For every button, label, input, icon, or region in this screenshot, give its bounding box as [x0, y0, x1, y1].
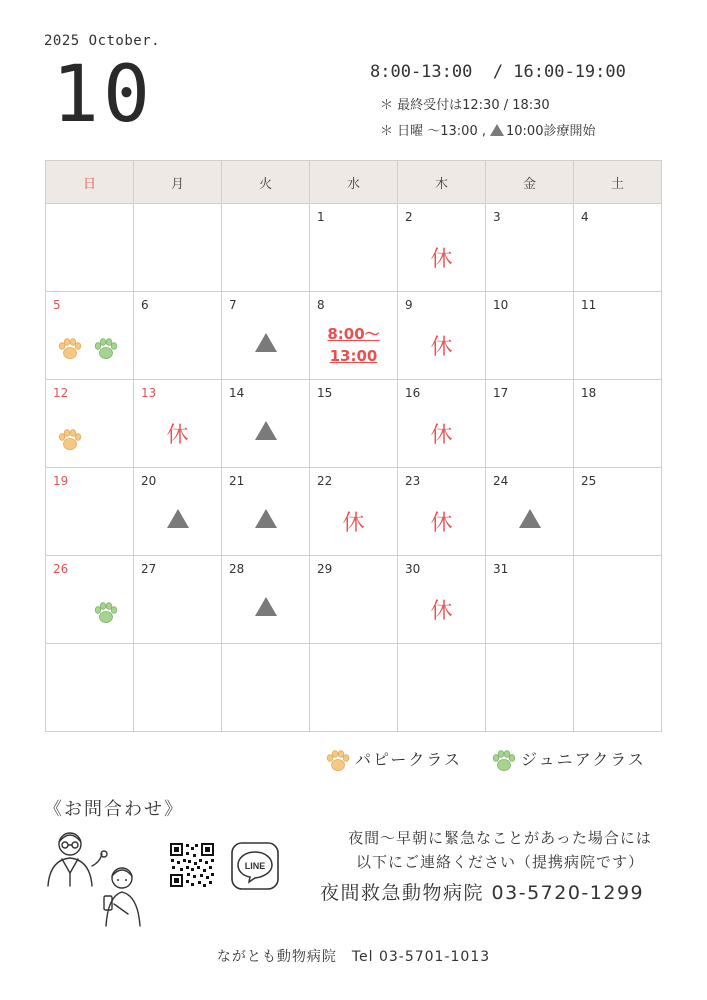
triangle-icon: [167, 509, 189, 528]
calendar-day-empty: [398, 644, 486, 732]
calendar-week: [46, 204, 662, 292]
calendar-day-empty: [310, 644, 398, 732]
calendar-day-6: [134, 292, 222, 380]
sunday-note-prefix: ＊ 日曜 〜13:00 ,: [380, 124, 486, 139]
calendar-day-empty: [222, 644, 310, 732]
legend-junior-label: ジュニアクラス: [521, 750, 646, 769]
closed-mark: 休: [166, 423, 189, 448]
special-hours: [310, 324, 397, 368]
day-number: 13: [141, 386, 157, 400]
puppy-class-paw-icon: [325, 749, 351, 773]
closed-mark: 休: [430, 423, 453, 448]
calendar-day-9: [398, 292, 486, 380]
special-hours-end: 13:00: [329, 346, 378, 365]
day-number: 25: [581, 474, 597, 488]
junior-class-paw-icon: [93, 337, 119, 361]
weekday-fri: 金: [486, 161, 574, 204]
legend-puppy-label: パピークラス: [355, 750, 462, 769]
calendar-day-30: [398, 556, 486, 644]
day-number: 4: [581, 210, 589, 224]
clinic-footer: ながとも動物病院 Tel 03-5701-1013: [216, 949, 491, 965]
calendar-day-15: [310, 380, 398, 468]
calendar-day-13: [134, 380, 222, 468]
puppy-class-paw-icon: [57, 337, 83, 361]
day-number: 30: [405, 562, 421, 576]
closed-mark: 休: [430, 511, 453, 536]
month-number: 10: [52, 50, 154, 140]
calendar-day-16: [398, 380, 486, 468]
day-number: 10: [493, 298, 509, 312]
calendar-day-empty: [574, 556, 662, 644]
calendar-day-24: [486, 468, 574, 556]
closed-mark: 休: [430, 247, 453, 272]
calendar-day-17: [486, 380, 574, 468]
sunday-note: [380, 120, 595, 139]
year-month: 2025 October.: [44, 33, 161, 49]
calendar-day-1: [310, 204, 398, 292]
junior-class-paw-icon: [93, 601, 119, 625]
day-number: 22: [317, 474, 333, 488]
junior-class-paw-icon: [491, 749, 517, 773]
calendar-day-20: [134, 468, 222, 556]
calendar-week: [46, 468, 662, 556]
triangle-icon: [255, 421, 277, 440]
calendar-day-31: [486, 556, 574, 644]
day-number: 24: [493, 474, 509, 488]
triangle-icon: [255, 597, 277, 616]
day-number: 7: [229, 298, 237, 312]
day-number: 23: [405, 474, 421, 488]
weekday-tue: 火: [222, 161, 310, 204]
calendar-day-27: [134, 556, 222, 644]
day-number: 3: [493, 210, 501, 224]
day-number: 19: [53, 474, 69, 488]
triangle-icon: [490, 124, 504, 136]
qr-code[interactable]: [169, 842, 215, 888]
calendar-week: [46, 644, 662, 732]
calendar-day-29: [310, 556, 398, 644]
calendar-week: [46, 556, 662, 644]
day-number: 31: [493, 562, 509, 576]
day-number: 12: [53, 386, 69, 400]
calendar-day-11: [574, 292, 662, 380]
day-number: 17: [493, 386, 509, 400]
puppy-class-paw-icon: [57, 428, 83, 452]
day-number: 16: [405, 386, 421, 400]
calendar-day-18: [574, 380, 662, 468]
day-number: 20: [141, 474, 157, 488]
calendar-week: [46, 380, 662, 468]
triangle-icon: [519, 509, 541, 528]
calendar-day-empty: [222, 204, 310, 292]
sunday-note-suffix: 10:00診療開始: [506, 124, 596, 139]
day-number: 1: [317, 210, 325, 224]
calendar-week: [46, 292, 662, 380]
calendar-day-4: [574, 204, 662, 292]
clinic-hours: 8:00-13:00 / 16:00-19:00: [370, 62, 626, 82]
weekday-sat: 土: [574, 161, 662, 204]
triangle-icon: [255, 333, 277, 352]
closed-mark: 休: [342, 511, 365, 536]
calendar-day-empty: [134, 644, 222, 732]
calendar-day-21: [222, 468, 310, 556]
day-number: 27: [141, 562, 157, 576]
closed-mark: 休: [430, 599, 453, 624]
calendar-day-empty: [134, 204, 222, 292]
last-reception-note: ＊ 最終受付は12:30 / 18:30: [380, 98, 550, 113]
calendar-day-14: [222, 380, 310, 468]
day-number: 2: [405, 210, 413, 224]
calendar-day-7: [222, 292, 310, 380]
calendar-day-12: [46, 380, 134, 468]
calendar-day-28: [222, 556, 310, 644]
day-number: 14: [229, 386, 245, 400]
calendar-day-empty: [46, 204, 134, 292]
night-emergency-notice: [320, 826, 680, 874]
day-number: 9: [405, 298, 413, 312]
day-number: 11: [581, 298, 597, 312]
calendar-day-8: [310, 292, 398, 380]
weekday-sun: 日: [46, 161, 134, 204]
weekday-header-row: [46, 161, 662, 204]
night-notice-line2: 以下にご連絡ください（提携病院です）: [355, 853, 644, 871]
line-app-icon[interactable]: [231, 842, 279, 890]
night-hospital-phone: 夜間救急動物病院 03-5720-1299: [320, 882, 645, 904]
calendar-day-empty: [486, 644, 574, 732]
calendar-day-2: [398, 204, 486, 292]
weekday-thu: 木: [398, 161, 486, 204]
night-notice-line1: 夜間〜早朝に緊急なことがあった場合には: [348, 829, 652, 847]
contact-title: 《お問合わせ》: [44, 799, 184, 820]
weekday-wed: 水: [310, 161, 398, 204]
day-number: 5: [53, 298, 61, 312]
day-number: 21: [229, 474, 245, 488]
legend-puppy: [325, 747, 462, 773]
day-number: 18: [581, 386, 597, 400]
day-number: 8: [317, 298, 325, 312]
calendar-day-22: [310, 468, 398, 556]
closed-mark: 休: [430, 335, 453, 360]
doctor-and-owner-illustration: [40, 826, 155, 936]
legend-junior: [491, 747, 646, 773]
day-number: 6: [141, 298, 149, 312]
calendar-day-empty: [574, 644, 662, 732]
special-hours-start: 8:00〜: [327, 325, 380, 343]
calendar-day-26: [46, 556, 134, 644]
day-number: 28: [229, 562, 245, 576]
calendar-day-5: [46, 292, 134, 380]
day-number: 26: [53, 562, 69, 576]
calendar-day-23: [398, 468, 486, 556]
calendar-day-25: [574, 468, 662, 556]
calendar-day-empty: [46, 644, 134, 732]
day-number: 29: [317, 562, 333, 576]
calendar-day-19: [46, 468, 134, 556]
weekday-mon: 月: [134, 161, 222, 204]
day-number: 15: [317, 386, 333, 400]
triangle-icon: [255, 509, 277, 528]
calendar-day-3: [486, 204, 574, 292]
line-icon-label: LINE: [244, 861, 266, 871]
calendar-grid: [45, 160, 662, 732]
calendar-day-10: [486, 292, 574, 380]
